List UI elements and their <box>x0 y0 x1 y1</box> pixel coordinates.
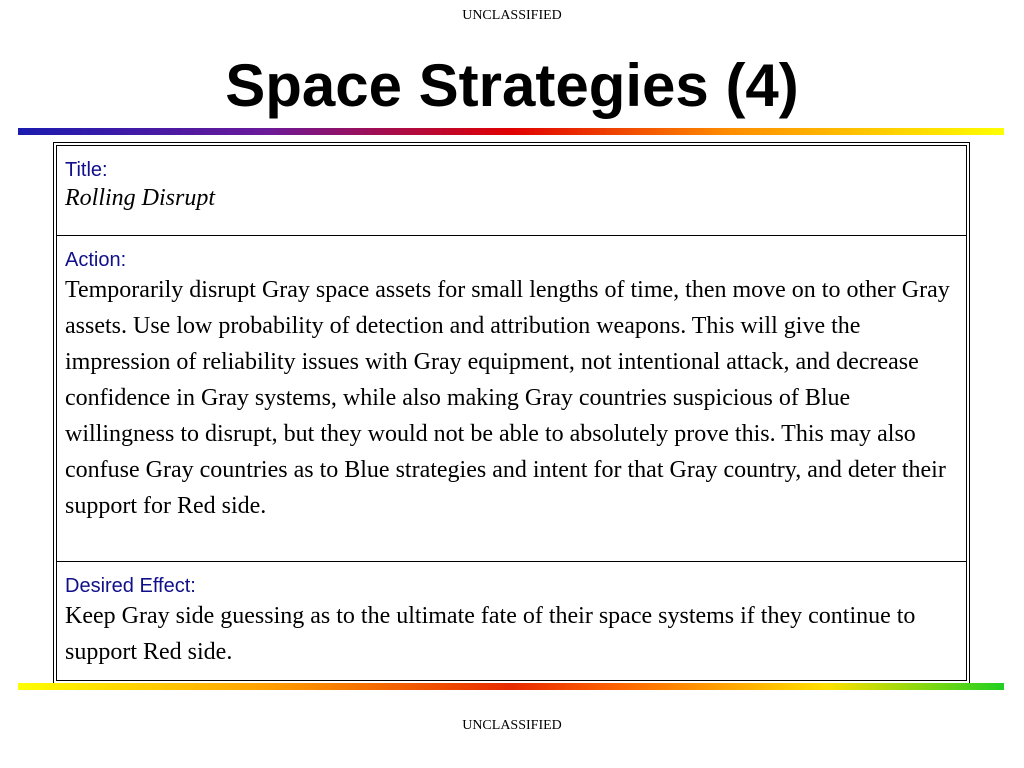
action-label: Action: <box>65 249 127 271</box>
title-label: Title: <box>65 159 108 181</box>
slide-title: Space Strategies (4) <box>225 52 799 119</box>
classification-marking-top: UNCLASSIFIED <box>462 8 562 23</box>
desired-effect-text: Keep Gray side guessing as to the ultimate fate of their space systems if they continue to support Red side. <box>65 603 916 665</box>
action-text: Temporarily disrupt Gray space assets for small lengths of time, then move on to other Gray assets. Use low probability of detection and attribution weapons. This will give the impression of reliability issues with Gray equipment, not intentional attack, and decrease confidence in Gray systems, while also making Gray countries suspicious of Blue willingness to disrupt, but they would not be able to absolutely prove this. This may also confuse Gray countries as to Blue strategies and intent for that Gray country, and deter their support for Red side. <box>65 277 950 519</box>
title-section <box>57 146 966 236</box>
strategy-table-inner <box>57 146 966 680</box>
desired-effect-section <box>57 562 966 680</box>
classification-marking-bottom: UNCLASSIFIED <box>462 718 562 733</box>
desired-effect-label: Desired Effect: <box>65 575 196 597</box>
strategy-table <box>53 142 970 684</box>
title-value: Rolling Disrupt <box>65 185 216 211</box>
action-section <box>57 236 966 562</box>
gradient-rule-top <box>18 128 1004 135</box>
gradient-rule-bottom <box>18 683 1004 690</box>
